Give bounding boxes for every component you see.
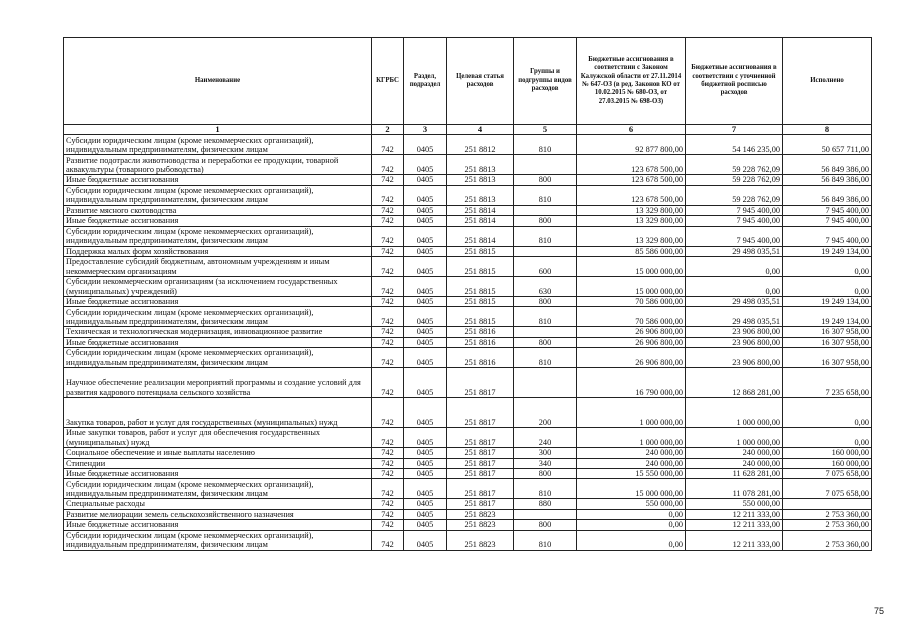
cell-law-allocation: 0,00 [577, 530, 686, 550]
cell-name: Иные бюджетные ассигнования [64, 297, 372, 307]
cell-kgrbs: 742 [372, 277, 404, 297]
cell-executed: 7 945 400,00 [783, 216, 872, 226]
cell-refined-allocation: 11 628 281,00 [686, 469, 783, 479]
cell-section: 0405 [404, 458, 447, 468]
cell-name: Иные бюджетные ассигнования [64, 469, 372, 479]
cell-law-allocation: 26 906 800,00 [577, 348, 686, 368]
cell-name: Субсидии юридическим лицам (кроме некоммерческих организаций), индивидуальным предпринимателям, физическим лицам [64, 226, 372, 246]
header-executed: Исполнено [783, 38, 872, 125]
cell-refined-allocation: 11 078 281,00 [686, 479, 783, 499]
cell-name: Иные бюджетные ассигнования [64, 520, 372, 530]
cell-section: 0405 [404, 499, 447, 509]
cell-expense-type: 800 [514, 297, 577, 307]
cell-target-article: 251 8817 [447, 469, 514, 479]
cell-refined-allocation: 29 498 035,51 [686, 297, 783, 307]
cell-name: Стипендии [64, 458, 372, 468]
cell-kgrbs: 742 [372, 428, 404, 448]
cell-kgrbs: 742 [372, 327, 404, 337]
cell-name: Развитие подотрасли животноводства и переработки ее продукции, товарной аквакультуры (товарного рыбоводства) [64, 155, 372, 175]
cell-target-article: 251 8813 [447, 155, 514, 175]
cell-target-article: 251 8817 [447, 368, 514, 398]
cell-expense-type: 810 [514, 348, 577, 368]
cell-refined-allocation: 59 228 762,09 [686, 155, 783, 175]
cell-kgrbs: 742 [372, 246, 404, 256]
cell-kgrbs: 742 [372, 205, 404, 215]
cell-executed: 0,00 [783, 257, 872, 277]
cell-refined-allocation: 59 228 762,09 [686, 175, 783, 185]
column-number: 4 [447, 125, 514, 135]
cell-refined-allocation: 54 146 235,00 [686, 135, 783, 155]
cell-expense-type: 810 [514, 226, 577, 246]
cell-target-article: 251 8815 [447, 257, 514, 277]
cell-expense-type: 810 [514, 307, 577, 327]
table-row [64, 337, 872, 347]
table-row [64, 398, 872, 428]
cell-name: Специальные расходы [64, 499, 372, 509]
cell-target-article: 251 8815 [447, 277, 514, 297]
cell-law-allocation: 15 000 000,00 [577, 257, 686, 277]
cell-target-article: 251 8817 [447, 448, 514, 458]
table-row [64, 307, 872, 327]
cell-expense-type: 810 [514, 479, 577, 499]
header-name: Наименование [64, 38, 372, 125]
cell-refined-allocation: 1 000 000,00 [686, 428, 783, 448]
cell-refined-allocation: 7 945 400,00 [686, 205, 783, 215]
cell-section: 0405 [404, 257, 447, 277]
cell-refined-allocation: 240 000,00 [686, 458, 783, 468]
cell-kgrbs: 742 [372, 509, 404, 519]
cell-refined-allocation: 23 906 800,00 [686, 348, 783, 368]
cell-name: Субсидии юридическим лицам (кроме некоммерческих организаций), индивидуальным предпринимателям, физическим лицам [64, 348, 372, 368]
cell-kgrbs: 742 [372, 368, 404, 398]
cell-expense-type [514, 246, 577, 256]
cell-kgrbs: 742 [372, 175, 404, 185]
header-row [64, 38, 872, 125]
table-row [64, 185, 872, 205]
cell-name: Субсидии юридическим лицам (кроме некоммерческих организаций), индивидуальным предпринимателям, физическим лицам [64, 479, 372, 499]
cell-expense-type: 810 [514, 185, 577, 205]
cell-executed: 19 249 134,00 [783, 246, 872, 256]
cell-executed: 160 000,00 [783, 458, 872, 468]
cell-kgrbs: 742 [372, 297, 404, 307]
column-number: 3 [404, 125, 447, 135]
cell-executed: 7 235 658,00 [783, 368, 872, 398]
table-row [64, 216, 872, 226]
cell-kgrbs: 742 [372, 135, 404, 155]
cell-executed: 56 849 386,00 [783, 155, 872, 175]
cell-executed: 56 849 386,00 [783, 185, 872, 205]
cell-target-article: 251 8817 [447, 499, 514, 509]
cell-executed: 16 307 958,00 [783, 337, 872, 347]
cell-name: Субсидии юридическим лицам (кроме некоммерческих организаций), индивидуальным предпринимателям, физическим лицам [64, 135, 372, 155]
cell-name: Иные закупки товаров, работ и услуг для обеспечения государственных (муниципальных) нужд [64, 428, 372, 448]
cell-name: Развитие мясного скотоводства [64, 205, 372, 215]
cell-section: 0405 [404, 348, 447, 368]
cell-law-allocation: 1 000 000,00 [577, 398, 686, 428]
table-row [64, 428, 872, 448]
cell-name: Техническая и технологическая модернизация, инновационное развитие [64, 327, 372, 337]
cell-name: Иные бюджетные ассигнования [64, 337, 372, 347]
cell-kgrbs: 742 [372, 530, 404, 550]
cell-expense-type: 240 [514, 428, 577, 448]
cell-section: 0405 [404, 337, 447, 347]
cell-target-article: 251 8815 [447, 297, 514, 307]
cell-name: Поддержка малых форм хозяйствования [64, 246, 372, 256]
cell-expense-type: 810 [514, 135, 577, 155]
table-row [64, 469, 872, 479]
cell-section: 0405 [404, 327, 447, 337]
table-body [64, 135, 872, 550]
cell-law-allocation: 0,00 [577, 509, 686, 519]
cell-executed [783, 499, 872, 509]
cell-kgrbs: 742 [372, 257, 404, 277]
column-number: 2 [372, 125, 404, 135]
cell-law-allocation: 70 586 000,00 [577, 297, 686, 307]
cell-section: 0405 [404, 216, 447, 226]
cell-expense-type [514, 509, 577, 519]
cell-expense-type: 800 [514, 520, 577, 530]
cell-expense-type: 200 [514, 398, 577, 428]
page-number: 75 [874, 606, 885, 616]
cell-section: 0405 [404, 509, 447, 519]
cell-law-allocation: 123 678 500,00 [577, 175, 686, 185]
cell-executed: 19 249 134,00 [783, 297, 872, 307]
cell-name: Научное обеспечение реализации мероприятий программы и создание условий для развития кадрового потенциала сельского хозяйства [64, 368, 372, 398]
cell-refined-allocation: 7 945 400,00 [686, 226, 783, 246]
table-row [64, 458, 872, 468]
cell-name: Развитие мелиорации земель сельскохозяйственного назначения [64, 509, 372, 519]
cell-section: 0405 [404, 469, 447, 479]
cell-law-allocation: 70 586 000,00 [577, 307, 686, 327]
column-number: 6 [577, 125, 686, 135]
cell-section: 0405 [404, 205, 447, 215]
cell-executed: 2 753 360,00 [783, 520, 872, 530]
cell-expense-type: 340 [514, 458, 577, 468]
header-expense-type: Группы и подгруппы видов расходов [514, 38, 577, 125]
cell-law-allocation: 92 877 800,00 [577, 135, 686, 155]
table-row [64, 155, 872, 175]
cell-refined-allocation: 23 906 800,00 [686, 337, 783, 347]
cell-law-allocation: 13 329 800,00 [577, 205, 686, 215]
cell-refined-allocation: 240 000,00 [686, 448, 783, 458]
cell-kgrbs: 742 [372, 458, 404, 468]
column-number: 7 [686, 125, 783, 135]
cell-refined-allocation: 0,00 [686, 257, 783, 277]
cell-expense-type [514, 205, 577, 215]
column-number: 1 [64, 125, 372, 135]
cell-target-article: 251 8817 [447, 458, 514, 468]
cell-name: Иные бюджетные ассигнования [64, 216, 372, 226]
cell-expense-type: 300 [514, 448, 577, 458]
cell-kgrbs: 742 [372, 398, 404, 428]
cell-executed: 7 075 658,00 [783, 479, 872, 499]
column-number-row [64, 125, 872, 135]
cell-target-article: 251 8816 [447, 337, 514, 347]
cell-law-allocation: 26 906 800,00 [577, 327, 686, 337]
cell-section: 0405 [404, 368, 447, 398]
cell-kgrbs: 742 [372, 155, 404, 175]
table-row [64, 246, 872, 256]
cell-law-allocation: 13 329 800,00 [577, 216, 686, 226]
cell-executed: 2 753 360,00 [783, 509, 872, 519]
cell-target-article: 251 8812 [447, 135, 514, 155]
cell-name: Субсидии юридическим лицам (кроме некоммерческих организаций), индивидуальным предпринимателям, физическим лицам [64, 185, 372, 205]
cell-law-allocation: 15 000 000,00 [577, 479, 686, 499]
cell-executed: 56 849 386,00 [783, 175, 872, 185]
cell-law-allocation: 0,00 [577, 520, 686, 530]
cell-target-article: 251 8813 [447, 185, 514, 205]
cell-section: 0405 [404, 530, 447, 550]
cell-refined-allocation: 12 868 281,00 [686, 368, 783, 398]
cell-target-article: 251 8817 [447, 428, 514, 448]
cell-refined-allocation: 1 000 000,00 [686, 398, 783, 428]
cell-law-allocation: 240 000,00 [577, 458, 686, 468]
cell-target-article: 251 8814 [447, 216, 514, 226]
table-row [64, 368, 872, 398]
cell-kgrbs: 742 [372, 448, 404, 458]
table-row [64, 479, 872, 499]
cell-section: 0405 [404, 155, 447, 175]
table-row [64, 348, 872, 368]
cell-target-article: 251 8816 [447, 348, 514, 368]
cell-section: 0405 [404, 297, 447, 307]
cell-expense-type: 600 [514, 257, 577, 277]
cell-kgrbs: 742 [372, 520, 404, 530]
cell-section: 0405 [404, 175, 447, 185]
cell-law-allocation: 123 678 500,00 [577, 155, 686, 175]
cell-law-allocation: 26 906 800,00 [577, 337, 686, 347]
cell-law-allocation: 550 000,00 [577, 499, 686, 509]
cell-law-allocation: 15 000 000,00 [577, 277, 686, 297]
cell-refined-allocation: 0,00 [686, 277, 783, 297]
table-row [64, 277, 872, 297]
table-row [64, 135, 872, 155]
cell-target-article: 251 8823 [447, 509, 514, 519]
cell-refined-allocation: 12 211 333,00 [686, 530, 783, 550]
cell-section: 0405 [404, 479, 447, 499]
table-row [64, 297, 872, 307]
cell-executed: 160 000,00 [783, 448, 872, 458]
table-row [64, 175, 872, 185]
cell-kgrbs: 742 [372, 499, 404, 509]
table-row [64, 257, 872, 277]
cell-expense-type [514, 155, 577, 175]
cell-expense-type: 630 [514, 277, 577, 297]
table-row [64, 520, 872, 530]
cell-kgrbs: 742 [372, 337, 404, 347]
cell-section: 0405 [404, 307, 447, 327]
cell-target-article: 251 8814 [447, 205, 514, 215]
cell-refined-allocation: 29 498 035,51 [686, 307, 783, 327]
cell-name: Субсидии юридическим лицам (кроме некоммерческих организаций), индивидуальным предпринимателям, физическим лицам [64, 307, 372, 327]
cell-refined-allocation: 550 000,00 [686, 499, 783, 509]
cell-target-article: 251 8823 [447, 530, 514, 550]
cell-name: Субсидии юридическим лицам (кроме некоммерческих организаций), индивидуальным предпринимателям, физическим лицам [64, 530, 372, 550]
table-row [64, 499, 872, 509]
cell-section: 0405 [404, 448, 447, 458]
cell-expense-type: 880 [514, 499, 577, 509]
cell-expense-type: 800 [514, 469, 577, 479]
cell-kgrbs: 742 [372, 216, 404, 226]
column-number: 8 [783, 125, 872, 135]
cell-refined-allocation: 12 211 333,00 [686, 509, 783, 519]
header-refined-allocations: Бюджетные ассигнования в соответствии с уточненной бюджетной росписью расходов [686, 38, 783, 125]
cell-target-article: 251 8814 [447, 226, 514, 246]
cell-executed: 50 657 711,00 [783, 135, 872, 155]
header-kgrbs: КГРБС [372, 38, 404, 125]
table-row [64, 327, 872, 337]
cell-law-allocation: 240 000,00 [577, 448, 686, 458]
cell-law-allocation: 13 329 800,00 [577, 226, 686, 246]
cell-name: Субсидии некоммерческим организациям (за исключением государственных (муниципальных) учреждений) [64, 277, 372, 297]
cell-target-article: 251 8817 [447, 398, 514, 428]
table-row [64, 205, 872, 215]
cell-kgrbs: 742 [372, 307, 404, 327]
cell-section: 0405 [404, 246, 447, 256]
cell-target-article: 251 8823 [447, 520, 514, 530]
cell-target-article: 251 8817 [447, 479, 514, 499]
table-row [64, 530, 872, 550]
cell-executed: 0,00 [783, 398, 872, 428]
cell-executed: 2 753 360,00 [783, 530, 872, 550]
cell-executed: 7 075 658,00 [783, 469, 872, 479]
table-row [64, 226, 872, 246]
cell-kgrbs: 742 [372, 226, 404, 246]
cell-expense-type [514, 327, 577, 337]
cell-kgrbs: 742 [372, 348, 404, 368]
cell-law-allocation: 85 586 000,00 [577, 246, 686, 256]
table-row [64, 448, 872, 458]
cell-target-article: 251 8816 [447, 327, 514, 337]
cell-kgrbs: 742 [372, 469, 404, 479]
cell-expense-type: 800 [514, 216, 577, 226]
cell-executed: 0,00 [783, 428, 872, 448]
cell-expense-type: 800 [514, 175, 577, 185]
cell-section: 0405 [404, 520, 447, 530]
table-row [64, 509, 872, 519]
cell-section: 0405 [404, 428, 447, 448]
cell-expense-type: 800 [514, 337, 577, 347]
cell-name: Закупка товаров, работ и услуг для государственных (муниципальных) нужд [64, 398, 372, 428]
cell-executed: 16 307 958,00 [783, 327, 872, 337]
cell-section: 0405 [404, 398, 447, 428]
cell-law-allocation: 15 550 000,00 [577, 469, 686, 479]
cell-refined-allocation: 29 498 035,51 [686, 246, 783, 256]
budget-table [63, 37, 872, 551]
cell-refined-allocation: 7 945 400,00 [686, 216, 783, 226]
header-target-article: Целевая статья расходов [447, 38, 514, 125]
header-section: Раздел, подраздел [404, 38, 447, 125]
cell-expense-type: 810 [514, 530, 577, 550]
cell-refined-allocation: 59 228 762,09 [686, 185, 783, 205]
cell-target-article: 251 8815 [447, 246, 514, 256]
cell-law-allocation: 123 678 500,00 [577, 185, 686, 205]
cell-section: 0405 [404, 185, 447, 205]
cell-name: Иные бюджетные ассигнования [64, 175, 372, 185]
cell-name: Социальное обеспечение и иные выплаты населению [64, 448, 372, 458]
cell-law-allocation: 16 790 000,00 [577, 368, 686, 398]
cell-refined-allocation: 12 211 333,00 [686, 520, 783, 530]
cell-expense-type [514, 368, 577, 398]
cell-executed: 16 307 958,00 [783, 348, 872, 368]
cell-executed: 19 249 134,00 [783, 307, 872, 327]
cell-section: 0405 [404, 277, 447, 297]
cell-target-article: 251 8815 [447, 307, 514, 327]
cell-name: Предоставление субсидий бюджетным, автономным учреждениям и иным некоммерческим организациям [64, 257, 372, 277]
cell-kgrbs: 742 [372, 479, 404, 499]
cell-law-allocation: 1 000 000,00 [577, 428, 686, 448]
document-page [63, 37, 871, 551]
cell-kgrbs: 742 [372, 185, 404, 205]
header-law-allocations: Бюджетные ассигнования в соответствии с Законом Калужской области от 27.11.2014 № 647-ОЗ (в ред. Законов КО от 10.02.2015 № 680-ОЗ, от 27.03.2015 № 698-ОЗ) [577, 38, 686, 125]
cell-target-article: 251 8813 [447, 175, 514, 185]
column-number: 5 [514, 125, 577, 135]
cell-section: 0405 [404, 226, 447, 246]
cell-refined-allocation: 23 906 800,00 [686, 327, 783, 337]
cell-executed: 7 945 400,00 [783, 226, 872, 246]
cell-executed: 7 945 400,00 [783, 205, 872, 215]
cell-section: 0405 [404, 135, 447, 155]
cell-executed: 0,00 [783, 277, 872, 297]
